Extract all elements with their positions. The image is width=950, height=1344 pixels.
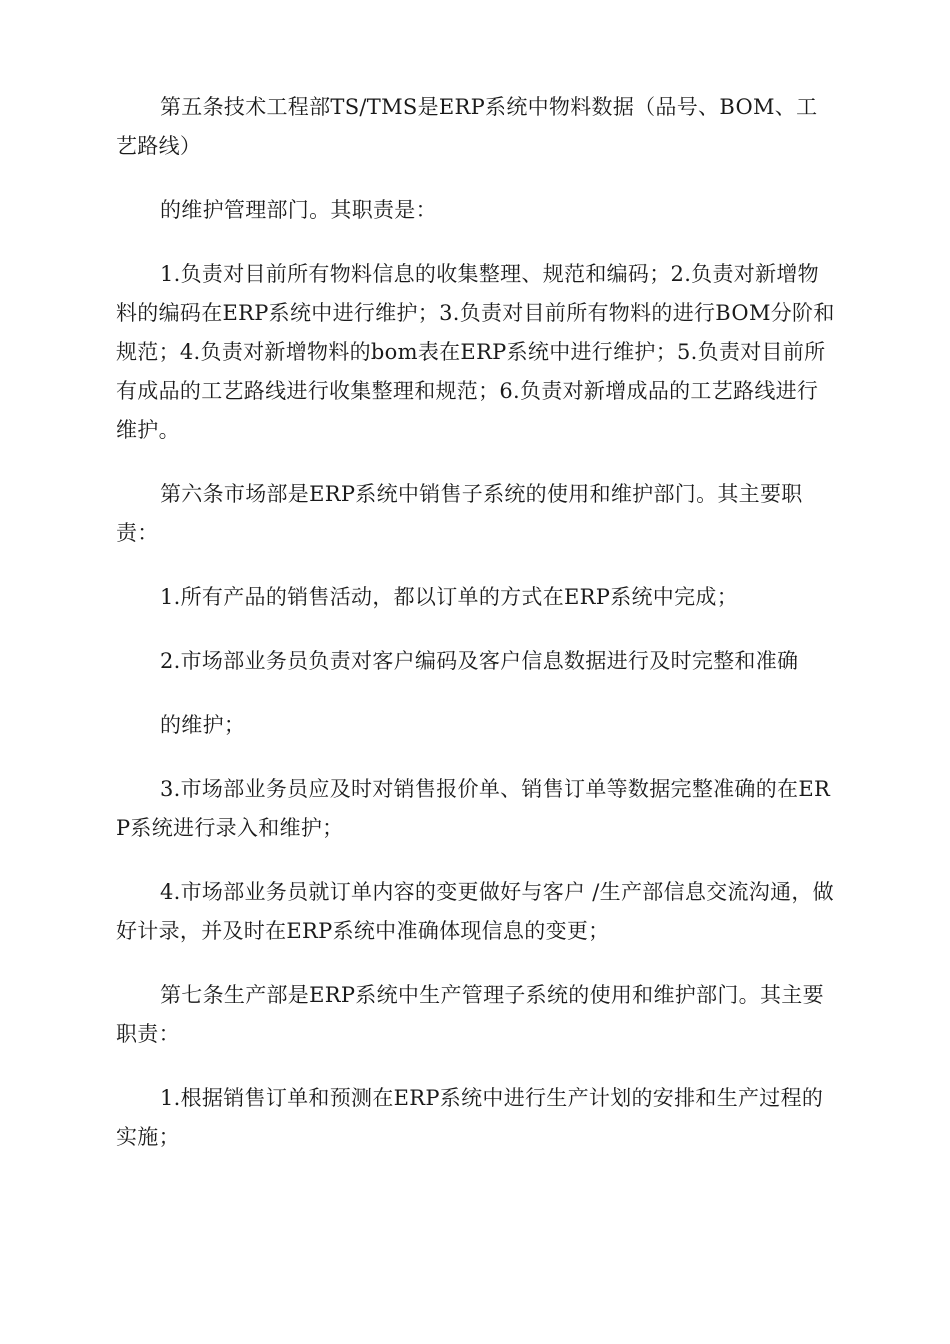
paragraph-article-7-heading: 第七条生产部是ERP系统中生产管理子系统的使用和维护部门。其主要职责： <box>116 983 824 1046</box>
paragraph-article-6-item-2-cont: 的维护； <box>160 713 246 737</box>
paragraph-article-5-duties-list: 1.负责对目前所有物料信息的收集整理、规范和编码；2.负责对新增物料的编码在ERP系统中进行维护；3.负责对目前所有物料的进行BOM分阶和规范；4.负责对新增物料的bom表在ERP系统中进行维护；5.负责对目前所有成品的工艺路线进行收集整理和规范；6.负责对新增成品的工艺路线进行维护。 <box>116 262 835 442</box>
paragraph-article-5-duties-intro: 的维护管理部门。其职责是： <box>160 198 437 222</box>
paragraph-article-5-heading: 第五条技术工程部TS/TMS是ERP系统中物料数据（品号、BOM、工艺路线） <box>116 95 818 158</box>
paragraph-article-6-heading: 第六条市场部是ERP系统中销售子系统的使用和维护部门。其主要职责： <box>116 482 803 545</box>
paragraph-article-7-item-1: 1.根据销售订单和预测在ERP系统中进行生产计划的安排和生产过程的实施； <box>116 1086 824 1149</box>
paragraph-article-6-item-4: 4.市场部业务员就订单内容的变更做好与客户 /生产部信息交流沟通，做好计录，并及时在ERP系统中准确体现信息的变更； <box>116 880 834 943</box>
paragraph-article-6-item-3: 3.市场部业务员应及时对销售报价单、销售订单等数据完整准确的在ERP系统进行录入和维护； <box>116 777 831 840</box>
paragraph-article-6-item-2: 2.市场部业务员负责对客户编码及客户信息数据进行及时完整和准确 <box>160 649 799 673</box>
document-body <box>116 88 836 1182</box>
paragraph-article-6-item-1: 1.所有产品的销售活动，都以订单的方式在ERP系统中完成； <box>160 585 739 609</box>
